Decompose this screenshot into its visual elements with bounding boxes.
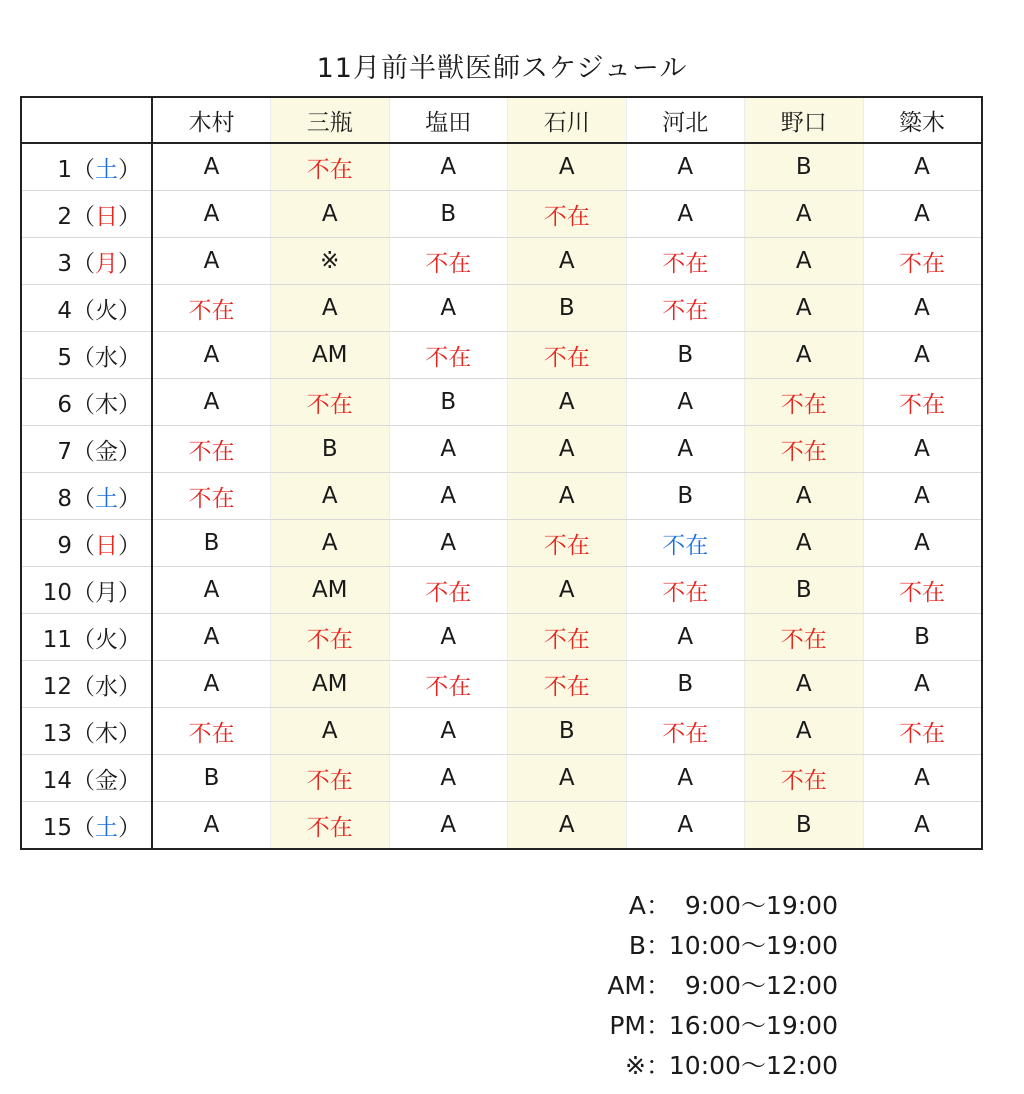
schedule-cell: A	[389, 143, 508, 191]
schedule-cell: B	[745, 143, 864, 191]
day-number: 1	[57, 156, 72, 183]
day-of-week: 木	[95, 391, 118, 418]
schedule-cell: A	[863, 473, 982, 520]
legend-item: B ： 10:00〜19:00	[590, 926, 838, 966]
day-label: 11（火）	[21, 614, 152, 661]
schedule-cell: B	[508, 708, 627, 755]
day-label: 10（月）	[21, 567, 152, 614]
doctor-header: 野口	[745, 97, 864, 143]
schedule-cell: B	[152, 520, 271, 567]
schedule-cell: A	[745, 332, 864, 379]
schedule-cell: A	[152, 567, 271, 614]
table-row	[21, 238, 982, 285]
schedule-cell: 不在	[152, 285, 271, 332]
day-of-week: 日	[95, 203, 118, 230]
schedule-cell: B	[508, 285, 627, 332]
schedule-cell: A	[626, 614, 745, 661]
schedule-cell: AM	[271, 332, 390, 379]
day-number: 3	[57, 250, 72, 277]
schedule-cell: 不在	[152, 473, 271, 520]
schedule-cell: A	[745, 191, 864, 238]
schedule-cell: A	[508, 802, 627, 850]
day-number: 9	[57, 532, 72, 559]
schedule-cell: A	[863, 426, 982, 473]
day-of-week: 日	[95, 532, 118, 559]
schedule-cell: A	[745, 520, 864, 567]
schedule-cell: 不在	[626, 285, 745, 332]
legend-key: A	[628, 891, 646, 920]
schedule-cell: 不在	[745, 614, 864, 661]
table-row	[21, 755, 982, 802]
schedule-cell: A	[626, 802, 745, 850]
schedule-cell: A	[626, 379, 745, 426]
schedule-cell: A	[389, 802, 508, 850]
schedule-cell: A	[389, 755, 508, 802]
schedule-cell: B	[626, 661, 745, 708]
doctor-header: 河北	[626, 97, 745, 143]
schedule-cell: 不在	[863, 708, 982, 755]
schedule-cell: A	[863, 802, 982, 850]
shift-legend	[590, 886, 838, 1086]
schedule-cell: A	[745, 473, 864, 520]
schedule-cell: 不在	[508, 520, 627, 567]
table-row	[21, 708, 982, 755]
day-number: 10	[42, 579, 72, 606]
legend-key: ※	[625, 1051, 646, 1080]
schedule-cell: A	[271, 285, 390, 332]
legend-key: AM	[607, 971, 646, 1000]
schedule-cell: 不在	[389, 238, 508, 285]
table-row	[21, 379, 982, 426]
day-label: 15（土）	[21, 802, 152, 850]
schedule-cell: A	[745, 238, 864, 285]
schedule-cell: A	[863, 143, 982, 191]
schedule-cell: A	[271, 520, 390, 567]
doctor-header: 簗木	[863, 97, 982, 143]
day-of-week: 木	[95, 720, 118, 747]
schedule-cell: B	[152, 755, 271, 802]
corner-cell	[21, 97, 152, 143]
schedule-cell: A	[389, 708, 508, 755]
legend-item: AM ： 9:00〜12:00	[590, 966, 838, 1006]
schedule-cell: A	[745, 661, 864, 708]
schedule-cell: A	[152, 332, 271, 379]
schedule-cell: A	[508, 238, 627, 285]
schedule-cell: A	[508, 379, 627, 426]
schedule-cell: 不在	[152, 708, 271, 755]
doctor-header: 塩田	[389, 97, 508, 143]
table-row	[21, 661, 982, 708]
schedule-cell: A	[863, 520, 982, 567]
schedule-cell: 不在	[389, 332, 508, 379]
day-number: 4	[57, 297, 72, 324]
day-of-week: 土	[95, 485, 118, 512]
legend-key: B	[628, 931, 646, 960]
schedule-cell: A	[626, 191, 745, 238]
day-label: 8（土）	[21, 473, 152, 520]
schedule-cell: 不在	[271, 614, 390, 661]
day-number: 5	[57, 344, 72, 371]
schedule-cell: A	[271, 191, 390, 238]
header-row	[21, 97, 982, 143]
day-number: 14	[42, 767, 72, 794]
table-row	[21, 473, 982, 520]
schedule-cell: 不在	[745, 426, 864, 473]
day-label: 12（水）	[21, 661, 152, 708]
schedule-cell: ※	[271, 238, 390, 285]
table-row	[21, 285, 982, 332]
table-row	[21, 567, 982, 614]
schedule-cell: A	[745, 285, 864, 332]
legend-time: 10:00〜12:00	[668, 1051, 838, 1080]
schedule-cell: 不在	[271, 755, 390, 802]
day-label: 5（水）	[21, 332, 152, 379]
schedule-cell: A	[152, 802, 271, 850]
day-of-week: 月	[95, 579, 118, 606]
table-row	[21, 191, 982, 238]
schedule-cell: A	[863, 332, 982, 379]
schedule-cell: 不在	[508, 191, 627, 238]
schedule-cell: 不在	[626, 708, 745, 755]
day-of-week: 土	[95, 156, 118, 183]
legend-time: 16:00〜19:00	[668, 1011, 838, 1040]
schedule-cell: 不在	[745, 379, 864, 426]
schedule-cell: A	[152, 379, 271, 426]
legend-time: 9:00〜19:00	[684, 891, 838, 920]
schedule-cell: A	[508, 143, 627, 191]
doctor-header: 石川	[508, 97, 627, 143]
table-row	[21, 614, 982, 661]
schedule-cell: A	[271, 708, 390, 755]
schedule-cell: A	[863, 191, 982, 238]
schedule-cell: 不在	[271, 802, 390, 850]
schedule-cell: A	[508, 426, 627, 473]
day-of-week: 土	[95, 814, 118, 841]
schedule-cell: B	[389, 379, 508, 426]
schedule-cell: B	[745, 802, 864, 850]
schedule-cell: 不在	[389, 567, 508, 614]
schedule-cell: 不在	[508, 614, 627, 661]
schedule-cell: A	[152, 238, 271, 285]
doctor-header: 木村	[152, 97, 271, 143]
schedule-cell: 不在	[152, 426, 271, 473]
schedule-cell: A	[271, 473, 390, 520]
day-number: 7	[57, 438, 72, 465]
day-number: 11	[42, 626, 72, 653]
schedule-cell: A	[863, 661, 982, 708]
schedule-cell: 不在	[863, 379, 982, 426]
schedule-cell: A	[389, 426, 508, 473]
schedule-cell: A	[508, 567, 627, 614]
day-of-week: 金	[95, 767, 118, 794]
page-title: 11月前半獣医師スケジュール	[316, 53, 688, 84]
day-number: 6	[57, 391, 72, 418]
table-row	[21, 332, 982, 379]
schedule-body	[21, 143, 982, 849]
schedule-cell: 不在	[626, 238, 745, 285]
day-number: 13	[42, 720, 72, 747]
schedule-cell: A	[152, 191, 271, 238]
schedule-cell: 不在	[745, 755, 864, 802]
schedule-cell: A	[389, 520, 508, 567]
schedule-table	[20, 96, 983, 850]
schedule-cell: 不在	[271, 143, 390, 191]
schedule-cell: A	[863, 285, 982, 332]
schedule-cell: A	[863, 755, 982, 802]
schedule-cell: 不在	[863, 567, 982, 614]
schedule-cell: A	[152, 143, 271, 191]
schedule-cell: B	[863, 614, 982, 661]
legend-item: ※ ： 10:00〜12:00	[590, 1046, 838, 1086]
day-number: 15	[42, 814, 72, 841]
day-label: 2（日）	[21, 191, 152, 238]
schedule-cell: A	[626, 755, 745, 802]
day-of-week: 水	[95, 344, 118, 371]
schedule-cell: 不在	[508, 661, 627, 708]
schedule-cell: A	[626, 426, 745, 473]
schedule-cell: A	[389, 473, 508, 520]
legend-key: PM	[609, 1011, 646, 1040]
schedule-cell: A	[389, 285, 508, 332]
doctor-header: 三瓶	[271, 97, 390, 143]
schedule-cell: 不在	[389, 661, 508, 708]
schedule-cell: A	[389, 614, 508, 661]
legend-item: PM ： 16:00〜19:00	[590, 1006, 838, 1046]
day-label: 13（木）	[21, 708, 152, 755]
schedule-cell: AM	[271, 661, 390, 708]
schedule-cell: A	[626, 143, 745, 191]
schedule-cell: A	[745, 708, 864, 755]
schedule-cell: 不在	[626, 520, 745, 567]
schedule-cell: 不在	[626, 567, 745, 614]
schedule-cell: 不在	[271, 379, 390, 426]
day-of-week: 月	[95, 250, 118, 277]
schedule-cell: A	[152, 614, 271, 661]
day-label: 9（日）	[21, 520, 152, 567]
schedule-cell: B	[626, 332, 745, 379]
schedule-cell: A	[152, 661, 271, 708]
schedule-cell: 不在	[508, 332, 627, 379]
schedule-cell: B	[271, 426, 390, 473]
legend-item: A ： 9:00〜19:00	[590, 886, 838, 926]
schedule-cell: B	[389, 191, 508, 238]
day-number: 12	[42, 673, 72, 700]
table-row	[21, 143, 982, 191]
table-row	[21, 520, 982, 567]
day-label: 3（月）	[21, 238, 152, 285]
schedule-cell: A	[508, 755, 627, 802]
day-of-week: 火	[95, 626, 118, 653]
day-label: 4（火）	[21, 285, 152, 332]
schedule-cell: A	[508, 473, 627, 520]
schedule-cell: B	[745, 567, 864, 614]
table-row	[21, 802, 982, 850]
legend-time: 9:00〜12:00	[684, 971, 838, 1000]
table-row	[21, 426, 982, 473]
day-number: 8	[57, 485, 72, 512]
day-number: 2	[57, 203, 72, 230]
day-label: 7（金）	[21, 426, 152, 473]
schedule-cell: 不在	[863, 238, 982, 285]
legend-time: 10:00〜19:00	[668, 931, 838, 960]
day-of-week: 金	[95, 438, 118, 465]
day-label: 14（金）	[21, 755, 152, 802]
day-label: 1（土）	[21, 143, 152, 191]
day-of-week: 火	[95, 297, 118, 324]
day-of-week: 水	[95, 673, 118, 700]
day-label: 6（木）	[21, 379, 152, 426]
schedule-cell: B	[626, 473, 745, 520]
schedule-cell: AM	[271, 567, 390, 614]
